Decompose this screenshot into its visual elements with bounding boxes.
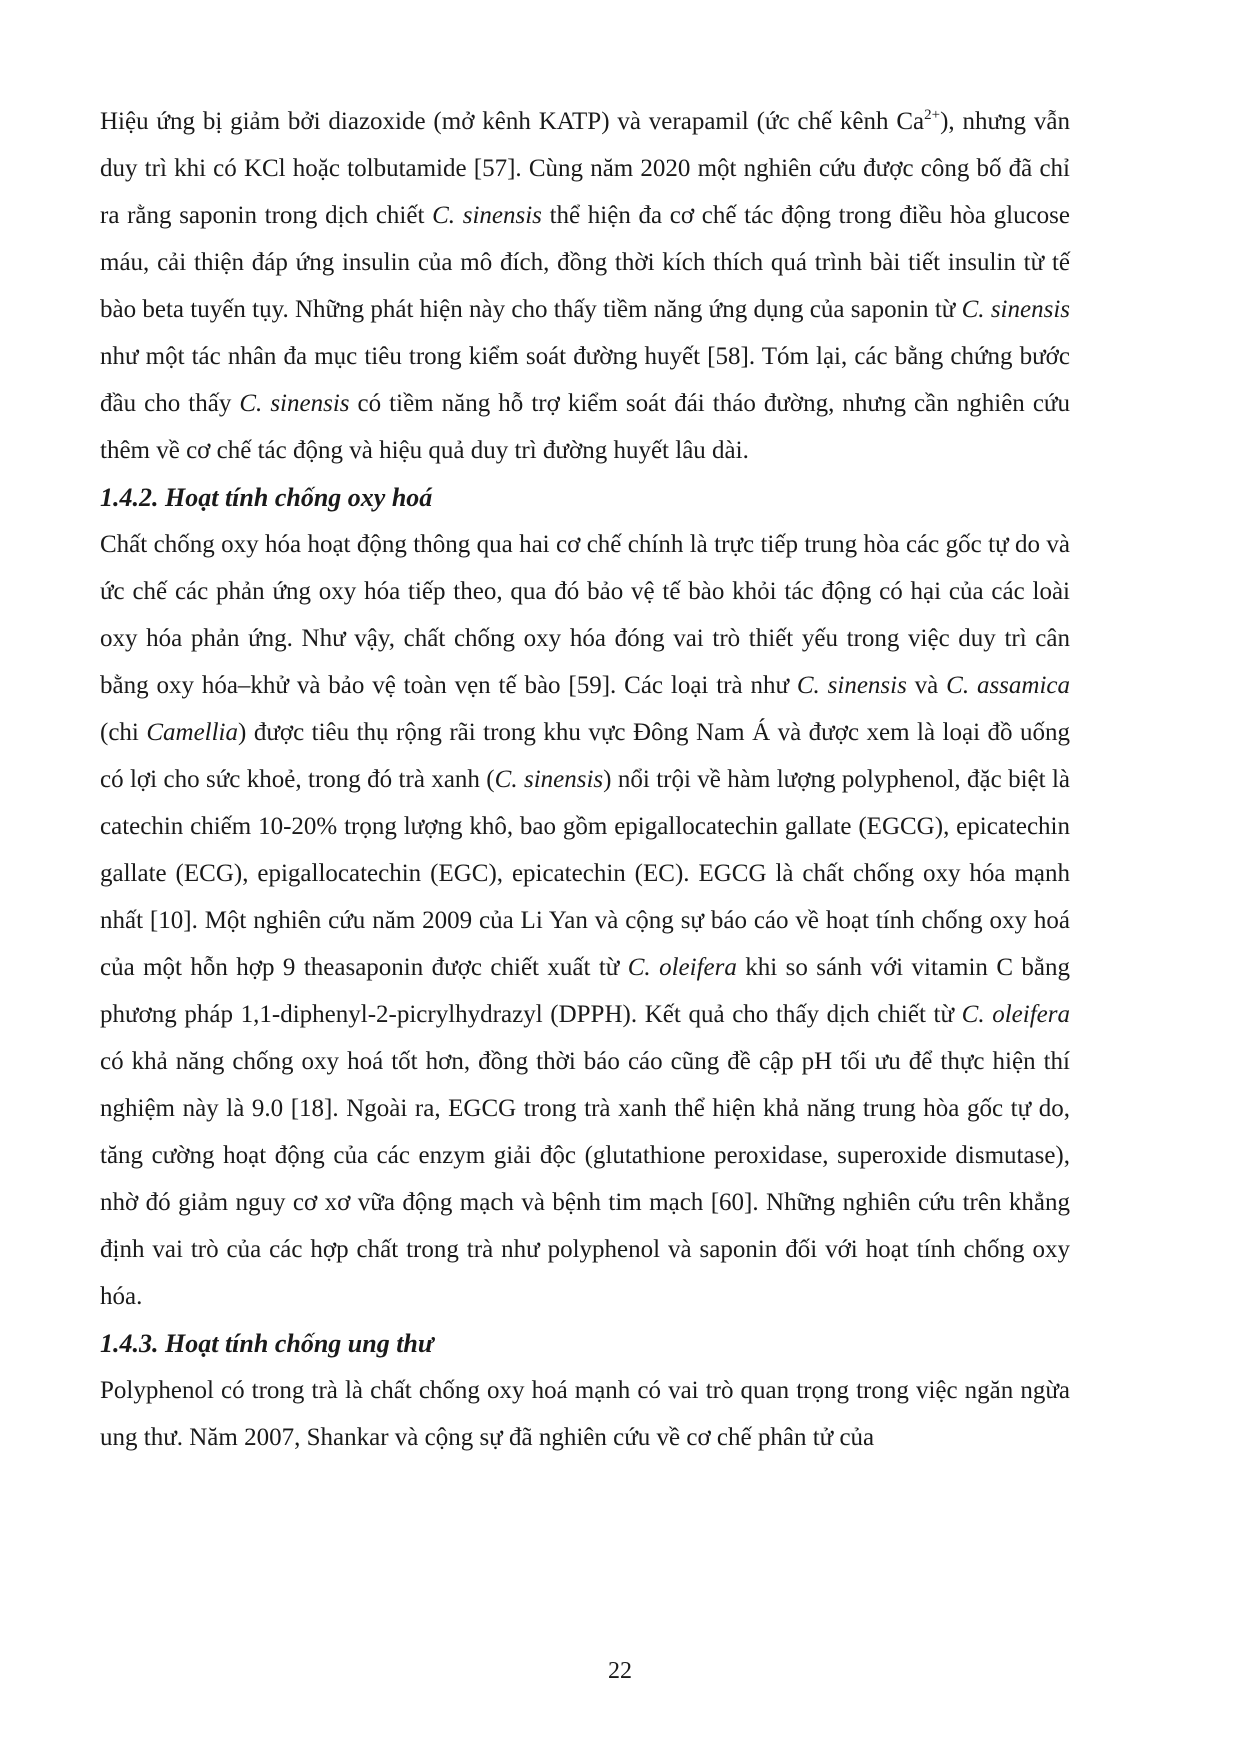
species-name: C. sinensis [239,390,350,417]
species-name: C. sinensis [494,766,604,793]
text-run: ), nhưng vẫn duy trì khi có KCl hoặc tolbutamide [57]. Cùng năm 2020 một nghiên cứu được công bố đã chỉ ra rằng saponin trong dịch chiết [100,108,1070,229]
section-heading-1-4-3: 1.4.3. Hoạt tính chống ung thư [100,1329,434,1358]
species-name: C. assamica [946,672,1070,699]
text-run: ) nổi trội về hàm lượng polyphenol, đặc biệt là catechin chiếm 10-20% trọng lượng khô, bao gồm epigallocatechin gallate (EGCG), epicatechin gallate (ECG), epigallocatechin (EGC), epicatechin (EC). EGCG là chất chống oxy hóa mạnh nhất [10]. Một nghiên cứu năm 2009 của Li Yan và cộng sự báo cáo về hoạt tính chống oxy hoá của một hỗn hợp 9 theasaponin được chiết xuất từ [100,766,1070,981]
text-run: có tiềm năng hỗ trợ kiểm soát đái tháo đường, nhưng cần nghiên cứu thêm về cơ chế tác động và hiệu quả duy trì đường huyết lâu dài. [100,390,1070,464]
superscript: 2+ [924,107,941,123]
document-page [100,98,1070,1461]
species-name: C. oleifera [961,1001,1070,1028]
text-run: Chất chống oxy hóa hoạt động thông qua hai cơ chế chính là trực tiếp trung hòa các gốc tự do và ức chế các phản ứng oxy hóa tiếp theo, qua đó bảo vệ tế bào khỏi tác động có hại của các loài oxy hóa phản ứng. Như vậy, chất chống oxy hóa đóng vai trò thiết yếu trong việc duy trì cân bằng oxy hóa–khử và bảo vệ toàn vẹn tế bào [59]. Các loại trà như [100,531,1070,699]
section-heading-1-4-2: 1.4.2. Hoạt tính chống oxy hoá [100,483,433,512]
text-run: Polyphenol có trong trà là chất chống oxy hoá mạnh có vai trò quan trọng trong việc ngăn ngừa ung thư. Năm 2007, Shankar và cộng sự đã nghiên cứu về cơ chế phân tử của [100,1377,1070,1451]
text-run: như một tác nhân đa mục tiêu trong kiểm soát đường huyết [58]. Tóm lại, các bằng chứng bước đầu cho thấy [100,343,1070,417]
text-run: Hiệu ứng bị giảm bởi diazoxide (mở kênh KATP) và verapamil (ức chế kênh Ca [100,108,925,135]
text-run: và [906,672,947,699]
text-run: khi so sánh với vitamin C bằng phương pháp 1,1-diphenyl-2-picrylhydrazyl (DPPH). Kết quả cho thấy dịch chiết từ [100,954,1070,1028]
paragraph-3 [100,1367,1070,1461]
paragraph-2 [100,521,1070,1320]
text-run: thể hiện đa cơ chế tác động trong điều hòa glucose máu, cải thiện đáp ứng insulin của mô đích, đồng thời kích thích quá trình bài tiết insulin từ tế bào beta tuyến tụy. Những phát hiện này cho thấy tiềm năng ứng dụng của saponin từ [100,202,1070,323]
species-name: C. oleifera [627,954,737,981]
genus-name: Camellia [146,719,239,746]
paragraph-1 [100,98,1070,474]
page-number: 22 [608,1658,632,1684]
species-name: C. sinensis [961,296,1070,323]
text-run: (chi [100,719,147,746]
species-name: C. sinensis [796,672,907,699]
text-run: ) được tiêu thụ rộng rãi trong khu vực Đông Nam Á và được xem là loại đồ uống có lợi cho sức khoẻ, trong đó trà xanh ( [100,719,1070,793]
text-run: có khả năng chống oxy hoá tốt hơn, đồng thời báo cáo cũng đề cập pH tối ưu để thực hiện thí nghiệm này là 9.0 [18]. Ngoài ra, EGCG trong trà xanh thể hiện khả năng trung hòa gốc tự do, tăng cường hoạt động của các enzym giải độc (glutathione peroxidase, superoxide dismutase), nhờ đó giảm nguy cơ xơ vữa động mạch và bệnh tim mạch [60]. Những nghiên cứu trên khẳng định vai trò của các hợp chất trong trà như polyphenol và saponin đối với hoạt tính chống oxy hóa. [100,1048,1070,1310]
species-name: C. sinensis [432,202,542,229]
